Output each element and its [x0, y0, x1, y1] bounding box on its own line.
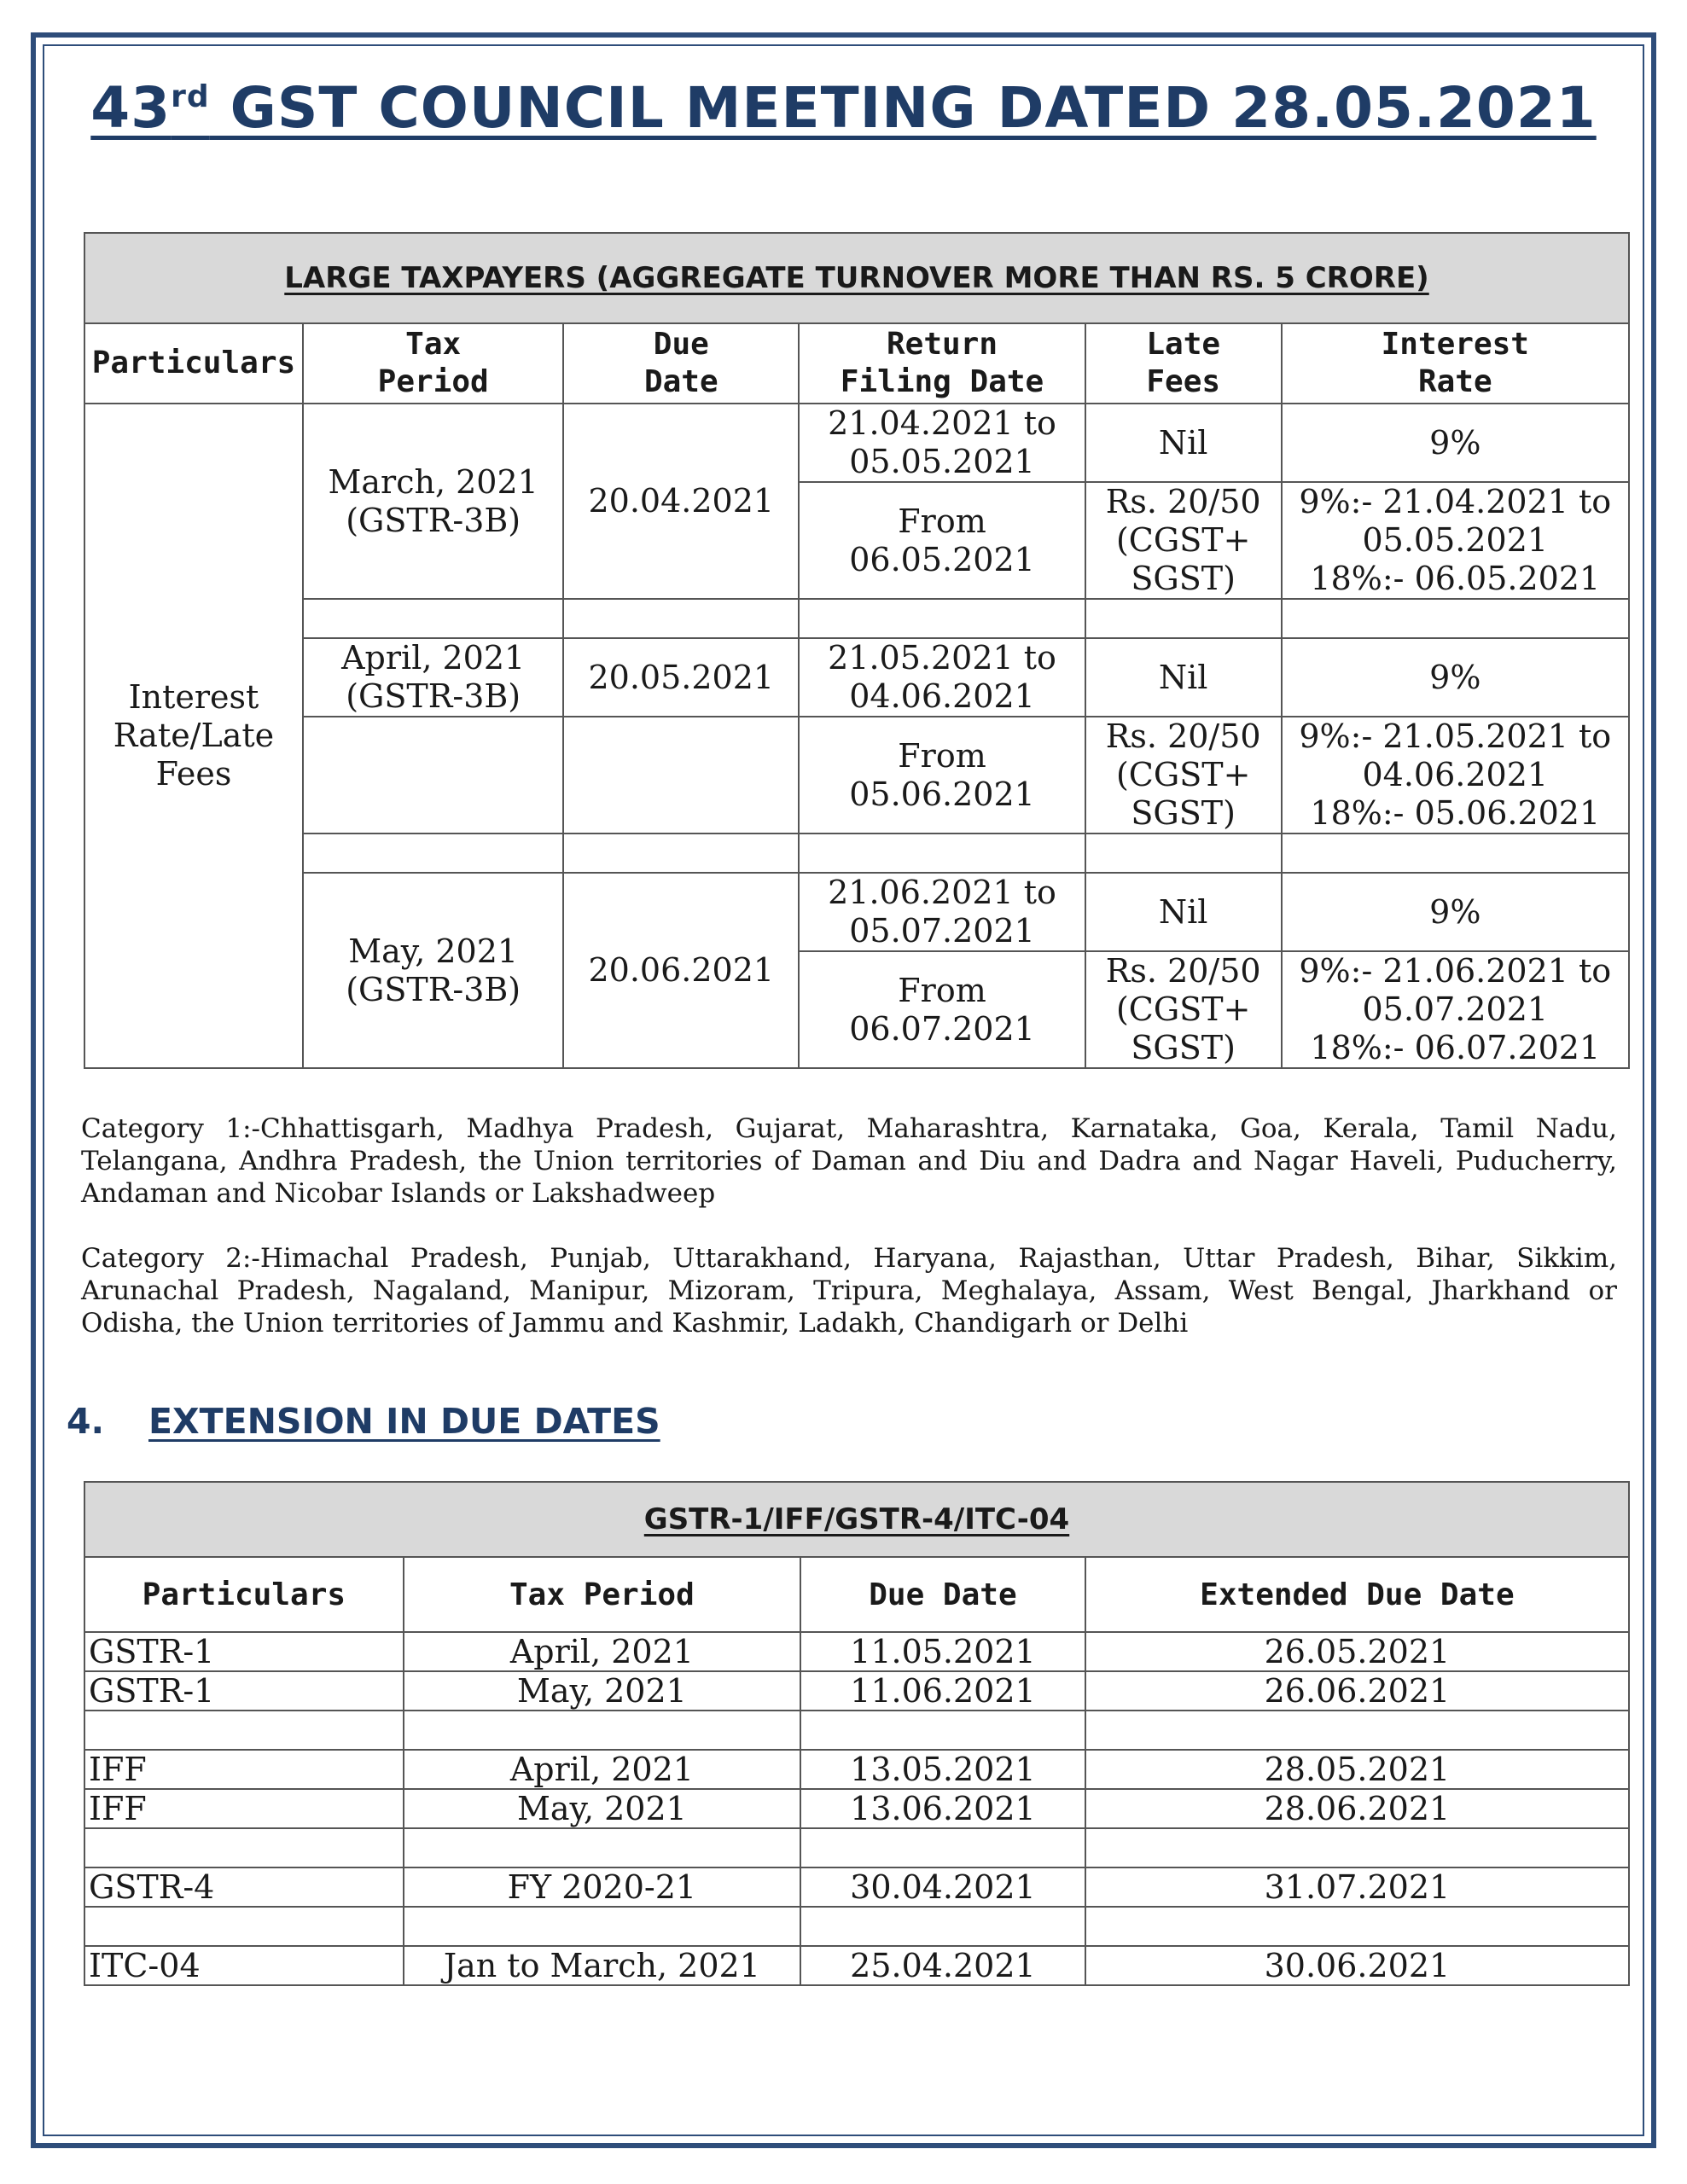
table-row: ITC-04 Jan to March, 2021 25.04.2021 30.06.2021 — [84, 1946, 1629, 1985]
table-banner: LARGE TAXPAYERS (AGGREGATE TURNOVER MORE THAN RS. 5 CRORE) — [84, 233, 1629, 323]
table-row: GSTR-1 April, 2021 11.05.2021 26.05.2021 — [84, 1632, 1629, 1671]
tax-period-cell: April, 2021 (GSTR-3B) — [303, 638, 563, 717]
header-late-fees: Late Fees — [1085, 323, 1282, 404]
due-date-cell: 20.05.2021 — [563, 638, 799, 717]
return-date-cell: 21.05.2021 to 04.06.2021 — [799, 638, 1085, 717]
due-date-extension-table — [84, 1481, 1630, 1986]
late-fee-cell: Rs. 20/50 (CGST+ SGST) — [1085, 951, 1282, 1068]
table-row-empty — [84, 1828, 1629, 1867]
interest-cell: 9% — [1282, 873, 1629, 951]
table-row — [84, 404, 1629, 482]
interest-cell: 9%:- 21.04.2021 to 05.05.2021 18%:- 06.05.2021 — [1282, 482, 1629, 599]
header-tax-period: Tax Period — [404, 1557, 800, 1632]
tax-period-cell: May, 2021 (GSTR-3B) — [303, 873, 563, 1068]
interest-cell: 9% — [1282, 638, 1629, 717]
interest-cell: 9%:- 21.06.2021 to 05.07.2021 18%:- 06.07.2021 — [1282, 951, 1629, 1068]
header-particulars: Particulars — [84, 1557, 404, 1632]
table-row — [84, 873, 1629, 951]
late-fee-cell: Rs. 20/50 (CGST+ SGST) — [1085, 482, 1282, 599]
table-row: GSTR-4 FY 2020-21 30.04.2021 31.07.2021 — [84, 1867, 1629, 1907]
return-date-cell: 21.04.2021 to 05.05.2021 — [799, 404, 1085, 482]
table-row-empty — [84, 1907, 1629, 1946]
due-date-cell: 20.04.2021 — [563, 404, 799, 599]
header-due-date: Due Date — [563, 323, 799, 404]
late-fee-cell: Nil — [1085, 404, 1282, 482]
table-row — [84, 638, 1629, 717]
late-fee-cell: Nil — [1085, 873, 1282, 951]
table-row-empty — [84, 1711, 1629, 1750]
particulars-cell: Interest Rate/Late Fees — [84, 404, 303, 1068]
large-taxpayers-table — [84, 232, 1630, 1069]
return-date-cell: 21.06.2021 to 05.07.2021 — [799, 873, 1085, 951]
due-date-cell: 20.06.2021 — [563, 873, 799, 1068]
category-1-note: Category 1:-Chhattisgarh, Madhya Pradesh, Gujarat, Maharashtra, Karnataka, Goa, Kerala, Tamil Nadu, Telangana, Andhra Pradesh, the Union territories of Daman and Diu and Dadra and Nagar Haveli, Puducherry, Andaman and Nicobar Islands or Lakshadweep — [81, 1113, 1617, 1209]
interest-cell: 9% — [1282, 404, 1629, 482]
header-interest-rate: Interest Rate — [1282, 323, 1629, 404]
header-due-date: Due Date — [800, 1557, 1085, 1632]
late-fee-cell: Rs. 20/50 (CGST+ SGST) — [1085, 717, 1282, 834]
table-row-empty — [84, 599, 1629, 638]
tax-period-cell: March, 2021 (GSTR-3B) — [303, 404, 563, 599]
table-row: IFF April, 2021 13.05.2021 28.05.2021 — [84, 1750, 1629, 1789]
interest-cell: 9%:- 21.05.2021 to 04.06.2021 18%:- 05.06.2021 — [1282, 717, 1629, 834]
page-title: 43rd GST COUNCIL MEETING DATED 28.05.2021 — [90, 75, 1597, 141]
return-date-cell: From 06.05.2021 — [799, 482, 1085, 599]
table-row-empty — [84, 834, 1629, 873]
return-date-cell: From 06.07.2021 — [799, 951, 1085, 1068]
header-tax-period: Tax Period — [303, 323, 563, 404]
table-row: GSTR-1 May, 2021 11.06.2021 26.06.2021 — [84, 1671, 1629, 1711]
late-fee-cell: Nil — [1085, 638, 1282, 717]
header-particulars: Particulars — [84, 323, 303, 404]
table-row: IFF May, 2021 13.06.2021 28.06.2021 — [84, 1789, 1629, 1828]
return-date-cell: From 05.06.2021 — [799, 717, 1085, 834]
header-return-filing-date: Return Filing Date — [799, 323, 1085, 404]
table-row — [84, 717, 1629, 834]
table-banner: GSTR-1/IFF/GSTR-4/ITC-04 — [84, 1482, 1629, 1557]
category-2-note: Category 2:-Himachal Pradesh, Punjab, Uttarakhand, Haryana, Rajasthan, Uttar Pradesh, Bihar, Sikkim, Arunachal Pradesh, Nagaland, Manipur, Mizoram, Tripura, Meghalaya, Assam, West Bengal, Jharkhand or Odisha, the Union territories of Jammu and Kashmir, Ladakh, Chandigarh or Delhi — [81, 1243, 1617, 1339]
section-heading: 4. EXTENSION IN DUE DATES — [67, 1401, 660, 1442]
header-extended-due-date: Extended Due Date — [1085, 1557, 1629, 1632]
